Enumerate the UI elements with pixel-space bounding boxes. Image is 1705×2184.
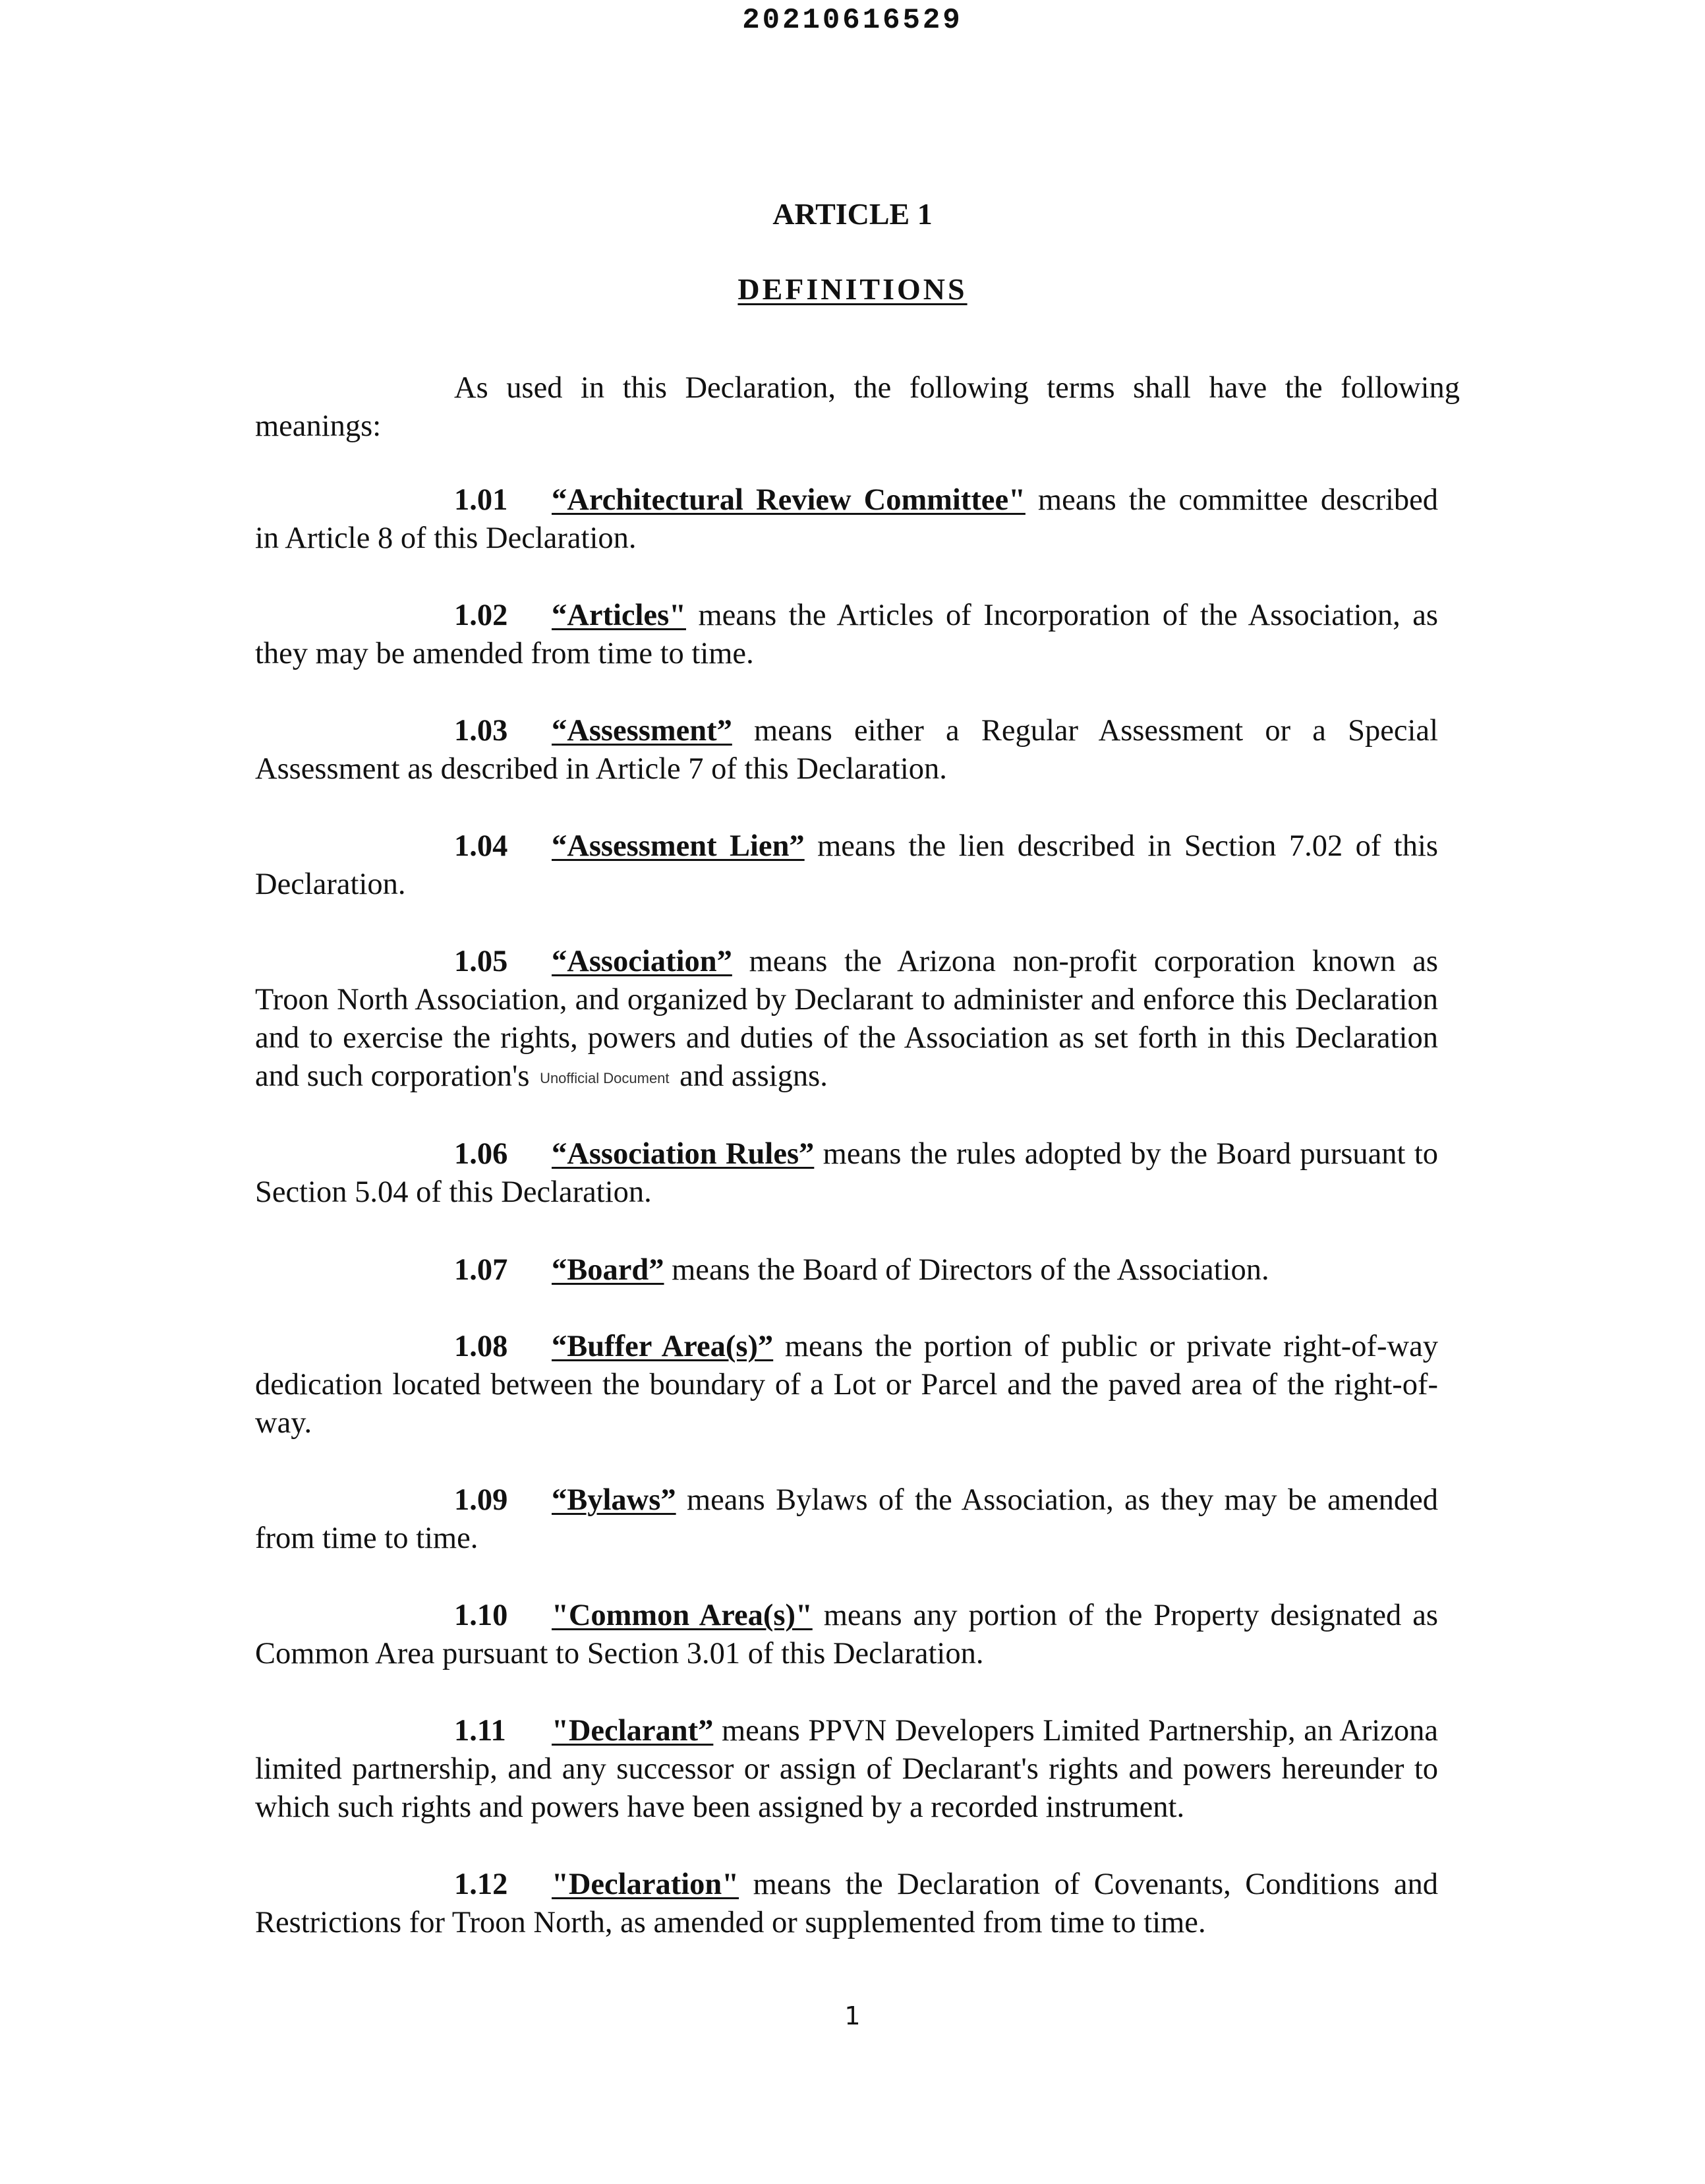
defined-term: “Assessment Lien” [552, 829, 805, 863]
defined-term: “Association Rules” [552, 1137, 815, 1171]
section-number: 1.11 [454, 1714, 506, 1748]
definition-1-10 [255, 1597, 1438, 1673]
section-number: 1.06 [454, 1137, 508, 1171]
defined-term: "Declarant” [552, 1714, 714, 1748]
definition-1-12 [255, 1866, 1438, 1942]
definition-1-09 [255, 1481, 1438, 1558]
definition-1-02 [255, 597, 1438, 673]
intro-text: As used in this Declaration, the following terms shall have the following meanings: [255, 371, 1460, 443]
section-number: 1.10 [454, 1599, 508, 1632]
definition-1-01 [255, 481, 1438, 558]
definition-text-continued: and assigns. [672, 1059, 828, 1093]
definition-text: means the Arizona non-profit corporation known as Troon North Association, and organized by Declarant to administer and enforce this Declaration and to exercise the rights, powers and duties of the Association as set forth in this Declaration and such corporation's [255, 945, 1438, 1093]
defined-term: “Board” [552, 1253, 664, 1287]
defined-term: “Buffer Area(s)” [552, 1330, 774, 1363]
intro-paragraph [255, 369, 1460, 446]
definition-text: means PPVN Developers Limited Partnership, an Arizona limited partnership, and any successor or assign of Declarant's rights and powers hereunder to which such rights and powers have been assigned by a recorded instrument. [255, 1714, 1438, 1824]
definition-text: means either a Regular Assessment or a Special Assessment as described in Article 7 of this Declaration. [255, 714, 1438, 786]
definition-text: means the Board of Directors of the Association. [664, 1253, 1269, 1287]
page-number: 1 [844, 2001, 861, 2030]
section-number: 1.02 [454, 599, 508, 632]
defined-term: "Common Area(s)" [552, 1599, 813, 1632]
definition-text: means the Articles of Incorporation of the Association, as they may be amended from time to time. [255, 599, 1438, 670]
definition-1-08 [255, 1328, 1438, 1442]
section-number: 1.04 [454, 829, 508, 863]
section-number: 1.09 [454, 1483, 508, 1517]
article-number: ARTICLE 1 [772, 197, 933, 231]
definition-text: means Bylaws of the Association, as they may be amended from time to time. [255, 1483, 1438, 1555]
section-number: 1.01 [454, 483, 508, 517]
definition-1-04 [255, 827, 1438, 904]
defined-term: "Declaration" [552, 1868, 739, 1901]
definition-text: means the portion of public or private right-of-way dedication located between the boundary of a Lot or Parcel and the paved area of the right-of-way. [255, 1330, 1438, 1440]
section-number: 1.07 [454, 1253, 508, 1287]
defined-term: “Architectural Review Committee" [552, 483, 1026, 517]
defined-term: “Assessment” [552, 714, 732, 748]
section-number: 1.05 [454, 945, 508, 978]
definition-text: means the lien described in Section 7.02 of this Declaration. [255, 829, 1438, 901]
document-number: 20210616529 [742, 4, 963, 37]
section-number: 1.12 [454, 1868, 508, 1901]
section-number: 1.03 [454, 714, 508, 748]
section-number: 1.08 [454, 1330, 508, 1363]
definition-1-03 [255, 712, 1438, 788]
definition-text: means the Declaration of Covenants, Conditions and Restrictions for Troon North, as amended or supplemented from time to time. [255, 1868, 1438, 1939]
unofficial-document-stamp: Unofficial Document [540, 1070, 670, 1086]
defined-term: “Bylaws” [552, 1483, 676, 1517]
definition-text: means any portion of the Property designated as Common Area pursuant to Section 3.01 of this Declaration. [255, 1599, 1438, 1670]
definition-1-05 [255, 943, 1438, 1098]
defined-term: “Articles" [552, 599, 686, 632]
definition-1-07 [255, 1251, 1438, 1289]
article-title: DEFINITIONS [737, 272, 968, 306]
definition-1-06 [255, 1135, 1438, 1212]
definition-text: means the committee described in Article 8 of this Declaration. [255, 483, 1439, 555]
definition-1-11 [255, 1712, 1438, 1827]
defined-term: “Association” [552, 945, 732, 978]
definition-text: means the rules adopted by the Board pursuant to Section 5.04 of this Declaration. [255, 1137, 1438, 1209]
